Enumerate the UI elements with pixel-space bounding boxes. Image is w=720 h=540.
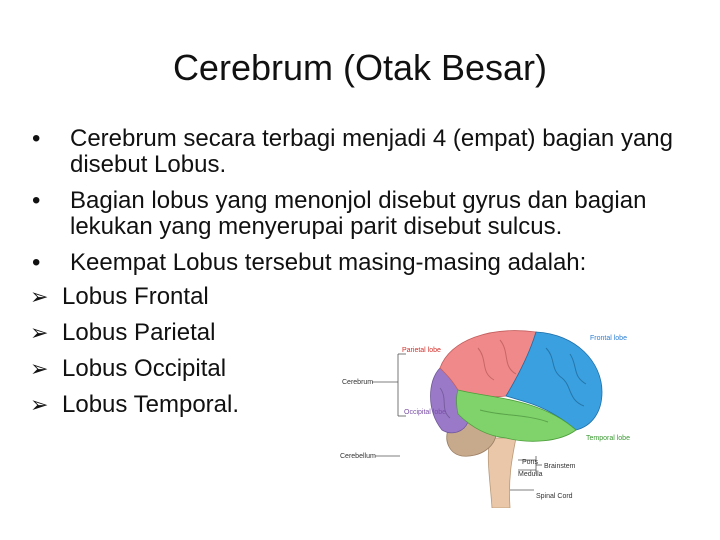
arrow-bullet-icon: ➢ [30, 392, 49, 417]
bullet-text: Bagian lobus yang menonjol disebut gyrus dan bagian lekukan yang menyerupai parit disebut sulcus. [70, 187, 647, 240]
bullet-dot-icon: • [32, 249, 41, 276]
bullet-dot-icon: • [32, 187, 41, 214]
brain-diagram [340, 318, 640, 508]
label-pons: Pons [522, 459, 538, 466]
label-cerebellum: Cerebellum [340, 453, 376, 460]
arrow-bullet-icon: ➢ [30, 284, 49, 309]
sub-bullet-text: Lobus Frontal [62, 283, 209, 310]
arrow-bullet-icon: ➢ [30, 320, 49, 345]
bullet-item [30, 126, 680, 178]
arrow-bullet-icon: ➢ [30, 356, 49, 381]
label-temporal-lobe: Temporal lobe [586, 435, 630, 442]
label-brainstem: Brainstem [544, 463, 576, 470]
bullet-item [30, 250, 680, 276]
bullet-item [30, 188, 680, 240]
label-medulla: Medulla [518, 471, 543, 478]
sub-bullet-text: Lobus Parietal [62, 319, 216, 346]
bullet-text: Keempat Lobus tersebut masing-masing adalah: [70, 249, 587, 276]
label-spinal-cord: Spinal Cord [536, 493, 573, 500]
brainstem-shape [488, 438, 516, 508]
label-frontal-lobe: Frontal lobe [590, 335, 627, 342]
label-occipital-lobe: Occipital lobe [404, 409, 447, 416]
bullet-dot-icon: • [32, 125, 41, 152]
sub-bullet-text: Lobus Occipital [62, 355, 227, 382]
label-parietal-lobe: Parietal lobe [402, 347, 441, 354]
sub-bullet-item [30, 282, 680, 312]
sub-bullet-text: Lobus Temporal. [62, 391, 239, 418]
bullet-text: Cerebrum secara terbagi menjadi 4 (empat) bagian yang disebut Lobus. [70, 125, 673, 178]
label-cerebrum: Cerebrum [342, 379, 374, 386]
slide-title: Cerebrum (Otak Besar) [172, 47, 548, 88]
